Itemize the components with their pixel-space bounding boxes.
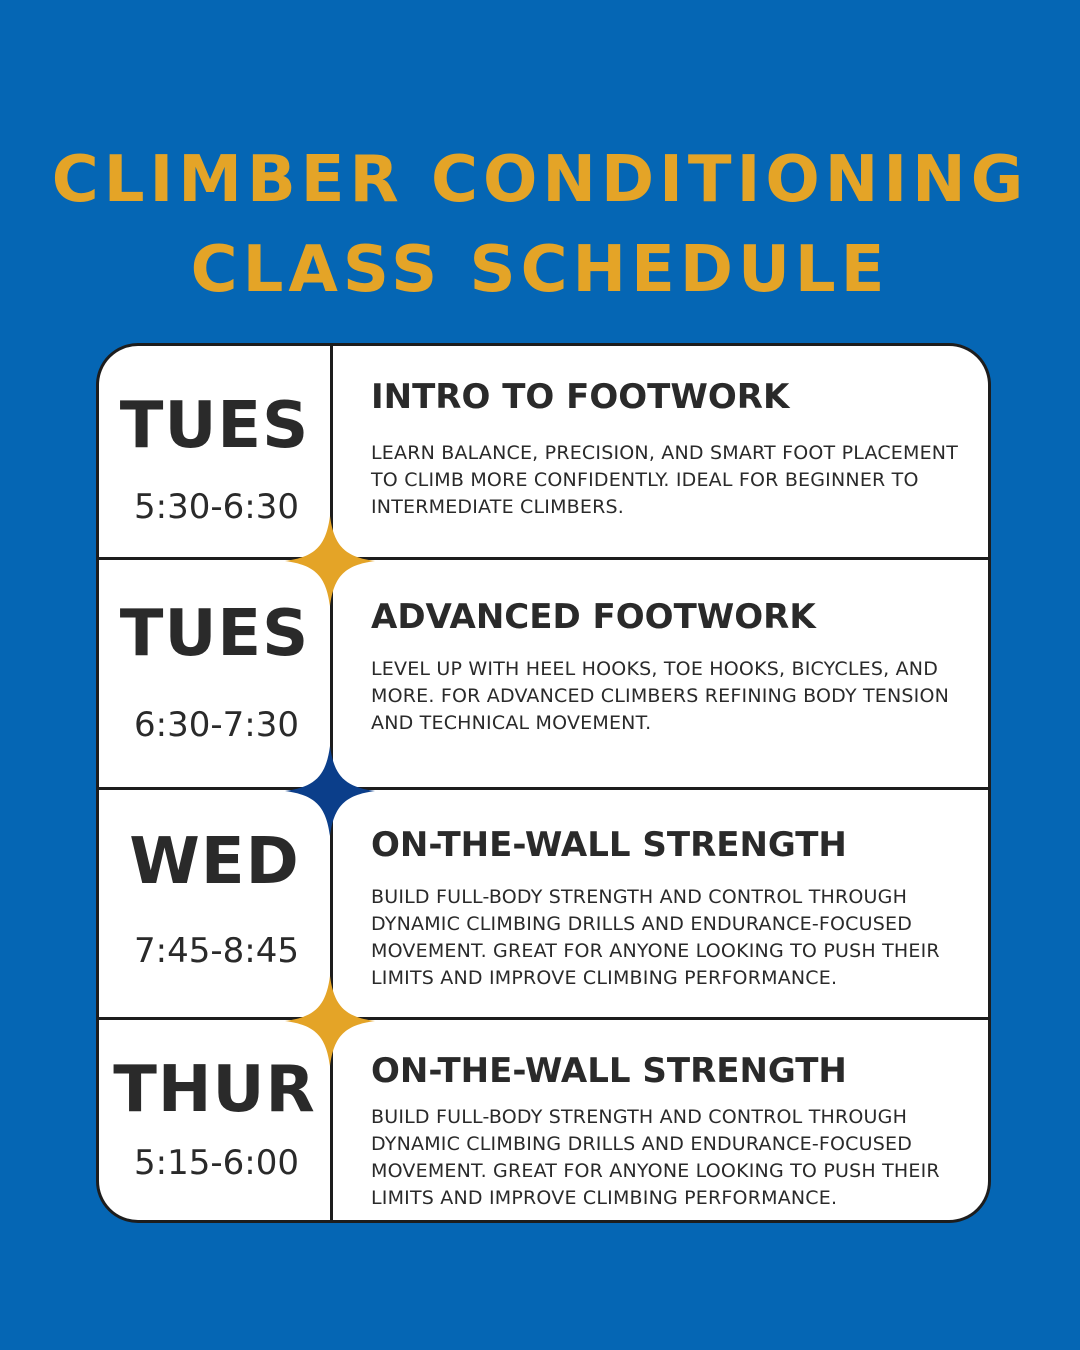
class-description: LEARN BALANCE, PRECISION, AND SMART FOOT PLACEMENT TO CLIMB MORE CONFIDENTLY. IDEAL FOR BEGINNER TO INTERMEDIATE CLIMBERS. — [371, 442, 959, 518]
class-time: 5:30-6:30 — [134, 487, 299, 527]
page-title-line-1: CLIMBER CONDITIONING — [51, 143, 1029, 217]
class-row — [99, 346, 988, 557]
class-day: THUR — [113, 1053, 316, 1127]
class-title: ON-THE-WALL STRENGTH — [371, 825, 847, 865]
class-day: WED — [129, 825, 300, 899]
class-description: LEVEL UP WITH HEEL HOOKS, TOE HOOKS, BICYCLES, AND MORE. FOR ADVANCED CLIMBERS REFINING BODY TENSION AND TECHNICAL MOVEMENT. — [371, 658, 950, 734]
class-row — [99, 1020, 988, 1223]
class-time: 6:30-7:30 — [134, 705, 299, 745]
class-title: ADVANCED FOOTWORK — [371, 597, 816, 637]
class-description: BUILD FULL-BODY STRENGTH AND CONTROL THROUGH DYNAMIC CLIMBING DRILLS AND ENDURANCE-FOCUSED MOVEMENT. GREAT FOR ANYONE LOOKING TO PUSH THEIR LIMITS AND IMPROVE CLIMBING PERFORMANCE. — [371, 886, 940, 989]
sparkle-star-icon — [285, 746, 375, 836]
class-time: 7:45-8:45 — [134, 931, 299, 971]
class-row — [99, 560, 988, 787]
schedule-card — [96, 343, 991, 1223]
sparkle-star-icon — [285, 516, 375, 606]
class-description: BUILD FULL-BODY STRENGTH AND CONTROL THROUGH DYNAMIC CLIMBING DRILLS AND ENDURANCE-FOCUSED MOVEMENT. GREAT FOR ANYONE LOOKING TO PUSH THEIR LIMITS AND IMPROVE CLIMBING PERFORMANCE. — [371, 1106, 940, 1209]
sparkle-star-icon — [285, 976, 375, 1066]
class-time: 5:15-6:00 — [134, 1143, 299, 1183]
page-title-line-2: CLASS SCHEDULE — [190, 233, 890, 307]
class-title: ON-THE-WALL STRENGTH — [371, 1051, 847, 1091]
class-row — [99, 790, 988, 1017]
class-day: TUES — [119, 597, 310, 671]
class-title: INTRO TO FOOTWORK — [371, 377, 790, 417]
class-day: TUES — [119, 389, 310, 463]
